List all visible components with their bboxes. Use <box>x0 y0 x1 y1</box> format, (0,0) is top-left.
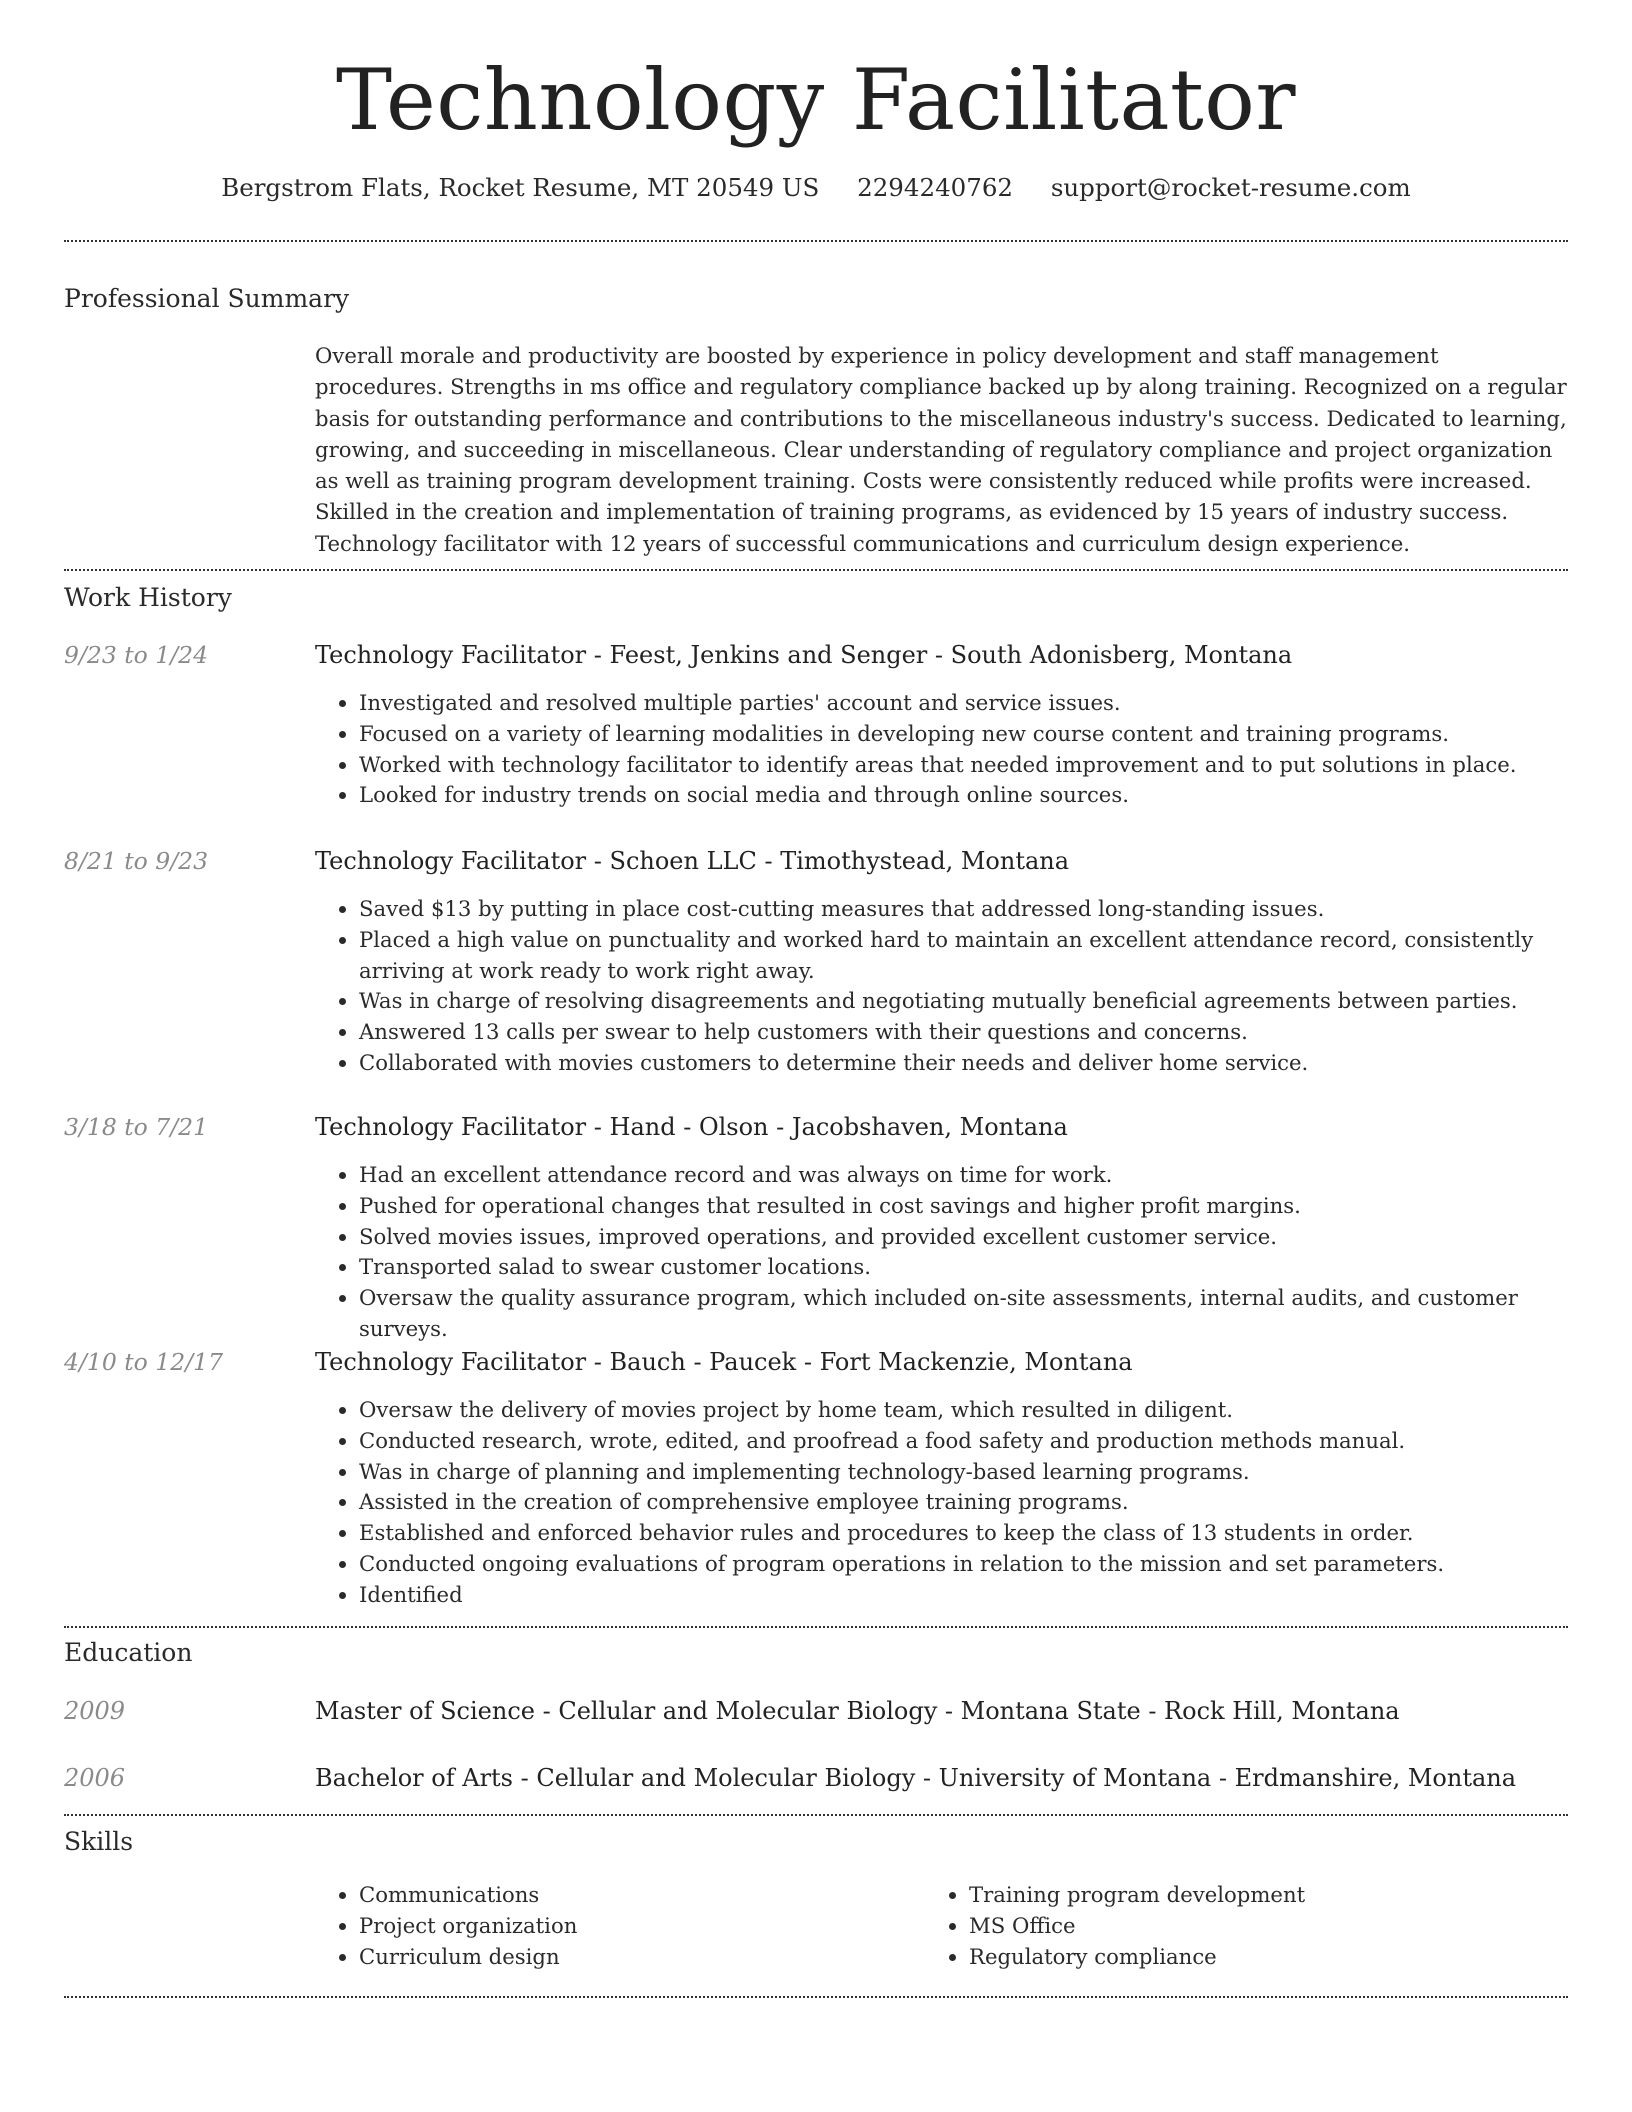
education-degree: Master of Science - Cellular and Molecular Biology - Montana State - Rock Hill, Montana <box>315 1697 1400 1725</box>
section-divider <box>64 1626 1568 1628</box>
job-duty: • Established and enforced behavior rules and procedures to keep the class of 13 students in order. <box>359 1518 1599 1549</box>
skill-item: • Project organization <box>359 1911 919 1942</box>
contact-phone: 2294240762 <box>857 173 1014 202</box>
job-duties <box>315 688 1599 811</box>
job-dates: 8/21 to 9/23 <box>64 847 209 875</box>
skill-item: • MS Office <box>969 1911 1569 1942</box>
job-duty: • Collaborated with movies customers to determine their needs and deliver home service. <box>359 1048 1599 1079</box>
job-duty: • Oversaw the quality assurance program, which included on-site assessments, internal audits, and customer surveys. <box>359 1283 1599 1345</box>
work-history-heading: Work History <box>64 583 232 612</box>
summary-text: Overall morale and productivity are boosted by experience in policy development and staff management procedures. Strengths in ms office and regulatory compliance backed up by along training. Recognized on a regular basis for outstanding performance and contributions to the miscellaneous industry's success. Dedicated to learning, growing, and succeeding in miscellaneous. Clear understanding of regulatory compliance and project organization as well as training program development training. Costs were consistently reduced while profits were increased. Skilled in the creation and implementation of training programs, as evidenced by 15 years of industry success. Technology facilitator with 12 years of successful communications and curriculum design experience. <box>315 343 1567 556</box>
candidate-name: Technology Facilitator <box>335 51 1297 149</box>
education-heading: Education <box>64 1638 193 1667</box>
job-duty: • Placed a high value on punctuality and worked hard to maintain an excellent attendance record, consistently arriving at work ready to work right away. <box>359 925 1599 987</box>
job-duty: • Answered 13 calls per swear to help customers with their questions and concerns. <box>359 1017 1599 1048</box>
job-title: Technology Facilitator - Hand - Olson - Jacobshaven, Montana <box>315 1113 1068 1141</box>
job-duty: • Was in charge of planning and implementing technology-based learning programs. <box>359 1457 1599 1488</box>
skill-item: • Communications <box>359 1880 919 1911</box>
job-duty: • Solved movies issues, improved operations, and provided excellent customer service. <box>359 1222 1599 1253</box>
job-duty: • Looked for industry trends on social media and through online sources. <box>359 780 1599 811</box>
skill-item: • Training program development <box>969 1880 1569 1911</box>
job-duty: • Identified <box>359 1580 1599 1611</box>
summary-heading: Professional Summary <box>64 284 350 313</box>
job-duty: • Conducted ongoing evaluations of program operations in relation to the mission and set parameters. <box>359 1549 1599 1580</box>
contact-email: support@rocket-resume.com <box>1050 173 1411 202</box>
job-duties <box>315 894 1599 1079</box>
job-duty: • Had an excellent attendance record and was always on time for work. <box>359 1160 1599 1191</box>
section-divider <box>64 569 1568 571</box>
section-divider <box>64 1814 1568 1816</box>
job-duty: • Oversaw the delivery of movies project by home team, which resulted in diligent. <box>359 1395 1599 1426</box>
job-dates: 4/10 to 12/17 <box>64 1348 224 1376</box>
job-duty: • Investigated and resolved multiple parties' account and service issues. <box>359 688 1599 719</box>
job-title: Technology Facilitator - Schoen LLC - Timothystead, Montana <box>315 847 1070 875</box>
job-duty: • Focused on a variety of learning modalities in developing new course content and training programs. <box>359 719 1599 750</box>
contact-address: Bergstrom Flats, Rocket Resume, MT 20549 US <box>221 173 820 202</box>
job-duty: • Saved $13 by putting in place cost-cutting measures that addressed long-standing issues. <box>359 894 1599 925</box>
job-duties <box>315 1160 1599 1345</box>
education-year: 2006 <box>64 1764 126 1792</box>
job-title: Technology Facilitator - Bauch - Paucek - Fort Mackenzie, Montana <box>315 1348 1133 1376</box>
skills-list-right <box>925 1880 1569 1972</box>
job-duty: • Pushed for operational changes that resulted in cost savings and higher profit margins. <box>359 1191 1599 1222</box>
job-duty: • Assisted in the creation of comprehensive employee training programs. <box>359 1487 1599 1518</box>
job-duty: • Conducted research, wrote, edited, and proofread a food safety and production methods manual. <box>359 1426 1599 1457</box>
education-degree: Bachelor of Arts - Cellular and Molecular Biology - University of Montana - Erdmanshire, Montana <box>315 1764 1517 1792</box>
skill-item: • Curriculum design <box>359 1942 919 1973</box>
job-duties <box>315 1395 1599 1611</box>
job-duty: • Was in charge of resolving disagreements and negotiating mutually beneficial agreements between parties. <box>359 986 1599 1017</box>
job-dates: 9/23 to 1/24 <box>64 641 209 669</box>
job-duty: • Transported salad to swear customer locations. <box>359 1252 1599 1283</box>
skill-item: • Regulatory compliance <box>969 1942 1569 1973</box>
skills-list-left <box>315 1880 919 1972</box>
section-divider <box>64 1996 1568 1998</box>
skills-heading: Skills <box>64 1827 134 1856</box>
education-year: 2009 <box>64 1697 126 1725</box>
job-title: Technology Facilitator - Feest, Jenkins and Senger - South Adonisberg, Montana <box>315 641 1293 669</box>
job-dates: 3/18 to 7/21 <box>64 1113 209 1141</box>
contact-line <box>0 170 1632 206</box>
job-duty: • Worked with technology facilitator to identify areas that needed improvement and to put solutions in place. <box>359 750 1599 781</box>
section-divider <box>64 240 1568 242</box>
